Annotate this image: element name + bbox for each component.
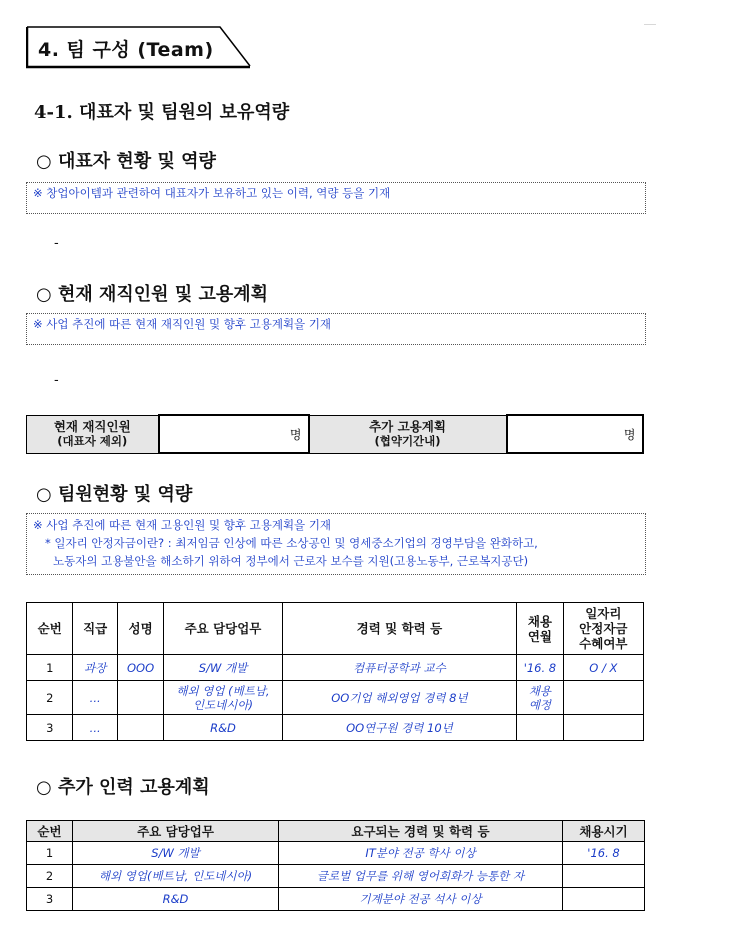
hiring-cell-no: 1 [27, 842, 73, 865]
hiring-col-duty: 주요 담당업무 [73, 821, 279, 842]
team-guide-line2: * 일자리 안정자금이란? : 최저임금 인상에 따른 소상공인 및 영세중소기업의 경영부담을 완화하고, [45, 536, 538, 550]
team-cell-duty-line1: 해외 영업 (베트남, [176, 683, 270, 698]
team-row [27, 681, 644, 715]
team-cell-hire-line2: 예정 [528, 697, 552, 712]
hiring-cell-career: 글로벌 업무를 위해 영어회화가 능통한 자 [279, 865, 563, 888]
team-col-fund-line3: 수혜여부 [579, 636, 628, 651]
hiring-header-row [27, 821, 645, 842]
current-staff-value[interactable] [159, 415, 309, 453]
hiring-cell-career: 기계분야 전공 석사 이상 [279, 888, 563, 911]
rep-dash: - [54, 236, 59, 251]
team-col-fund-line1: 일자리 [585, 606, 622, 621]
team-guide-line3: 노동자의 고용불안을 해소하기 위하여 정부에서 근로자 보수를 지원(고용노동부, 근로복지공단) [53, 554, 529, 568]
hiring-cell-duty: 해외 영업(베트남, 인도네시아) [73, 865, 279, 888]
team-cell-career: OO연구원 경력 10년 [282, 715, 517, 741]
team-col-hire-line2: 연월 [527, 628, 552, 644]
team-cell-duty [164, 681, 282, 715]
staff-guide-box[interactable] [26, 313, 646, 345]
team-cell-hire-line1: 채용 [528, 683, 552, 698]
current-staff-unit: 명 [289, 427, 302, 442]
hiring-cell-when: '16. 8 [563, 842, 645, 865]
team-col-no: 순번 [27, 603, 73, 655]
hiring-row [27, 888, 645, 911]
team-cell-name [117, 715, 163, 741]
team-cell-rank: ... [73, 715, 117, 741]
current-staff-label-line1: 현재 재직인원 [53, 419, 131, 434]
team-cell-career: OO기업 해외영업 경력 8년 [282, 681, 517, 715]
team-col-hire-line1: 채용 [527, 613, 552, 629]
hiring-cell-duty: R&D [73, 888, 279, 911]
team-cell-rank: ... [73, 681, 117, 715]
team-col-rank: 직급 [73, 603, 117, 655]
rep-guide-text: ※ 창업아이템과 관련하여 대표자가 보유하고 있는 이력, 역량 등을 기재 [33, 186, 391, 200]
hiring-cell-when [563, 888, 645, 911]
team-cell-hire [517, 715, 563, 741]
team-table [26, 602, 644, 741]
staff-guide-text: ※ 사업 추진에 따른 현재 재직인원 및 향후 고용계획을 기재 [33, 317, 332, 331]
staff-summary-table [26, 414, 644, 454]
team-cell-fund [563, 681, 643, 715]
staff-dash: - [54, 373, 59, 388]
team-cell-hire [517, 681, 563, 715]
team-cell-fund [563, 715, 643, 741]
staff-summary-row [27, 415, 643, 453]
team-col-duty: 주요 담당업무 [164, 603, 282, 655]
team-cell-no: 3 [27, 715, 73, 741]
team-guide-line1: ※ 사업 추진에 따른 현재 고용인원 및 향후 고용계획을 기재 [33, 518, 332, 532]
hiring-heading: ○ 추가 인력 고용계획 [36, 777, 210, 798]
team-col-name: 성명 [117, 603, 163, 655]
team-header-row [27, 603, 644, 655]
team-cell-fund: O / X [563, 655, 643, 681]
plan-staff-unit: 명 [623, 427, 636, 442]
plan-staff-value[interactable] [507, 415, 643, 453]
team-cell-hire: '16. 8 [517, 655, 563, 681]
hiring-col-when: 채용시기 [563, 821, 645, 842]
team-cell-duty: S/W 개발 [164, 655, 282, 681]
page-corner-mark [644, 24, 656, 25]
hiring-cell-no: 2 [27, 865, 73, 888]
team-col-hire [517, 603, 563, 655]
hiring-cell-no: 3 [27, 888, 73, 911]
plan-staff-label-line1: 추가 고용계획 [369, 419, 446, 434]
plan-staff-label [309, 415, 507, 453]
team-cell-duty: R&D [164, 715, 282, 741]
hiring-col-career: 요구되는 경력 및 학력 등 [279, 821, 563, 842]
team-row [27, 715, 644, 741]
team-cell-duty-line2: 인도네시아) [192, 697, 253, 712]
hiring-row [27, 842, 645, 865]
rep-heading: ○ 대표자 현황 및 역량 [36, 151, 216, 172]
team-cell-no: 2 [27, 681, 73, 715]
plan-staff-label-line2: (협약기간내) [374, 434, 441, 448]
section-tab-title: 4. 팀 구성 (Team) [38, 39, 214, 61]
hiring-cell-duty: S/W 개발 [73, 842, 279, 865]
team-col-fund [563, 603, 643, 655]
hiring-row [27, 865, 645, 888]
team-col-career: 경력 및 학력 등 [282, 603, 517, 655]
sub-heading: 4-1. 대표자 및 팀원의 보유역량 [34, 102, 290, 123]
team-cell-name: OOO [117, 655, 163, 681]
team-heading: ○ 팀원현황 및 역량 [36, 484, 193, 505]
team-guide-box[interactable] [26, 513, 646, 575]
hiring-cell-career: IT분야 전공 학사 이상 [279, 842, 563, 865]
current-staff-label [27, 415, 159, 453]
team-col-fund-line2: 안정자금 [579, 621, 628, 636]
hiring-table [26, 820, 645, 911]
team-cell-no: 1 [27, 655, 73, 681]
hiring-col-no: 순번 [27, 821, 73, 842]
staff-heading: ○ 현재 재직인원 및 고용계획 [36, 284, 269, 305]
rep-guide-box[interactable] [26, 182, 646, 214]
current-staff-label-line2: (대표자 제외) [57, 434, 128, 448]
section-tab [26, 26, 252, 70]
team-cell-career: 컴퓨터공학과 교수 [282, 655, 517, 681]
team-row [27, 655, 644, 681]
hiring-cell-when [563, 865, 645, 888]
team-cell-rank: 과장 [73, 655, 117, 681]
team-cell-name [117, 681, 163, 715]
